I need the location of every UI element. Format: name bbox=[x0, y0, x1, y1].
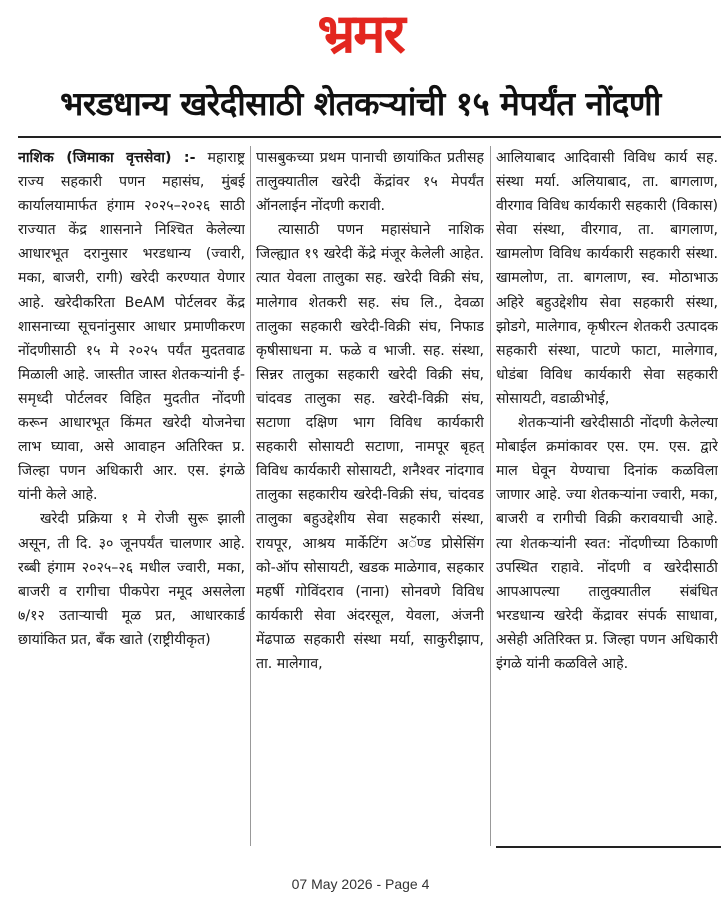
masthead bbox=[0, 0, 721, 72]
article-column-3 bbox=[496, 146, 718, 846]
column-divider bbox=[250, 146, 251, 846]
headline-divider bbox=[18, 136, 721, 138]
dateline: नाशिक (जिमाका वृत्तसेवा) :- bbox=[18, 150, 196, 166]
article-column-1 bbox=[18, 146, 245, 846]
paragraph-text: महाराष्ट्र राज्य सहकारी पणन महासंघ, मुंबई कार्यालयामार्फत हंगाम २०२५–२०२६ साठी राज्यात केंद्र शासनाने निश्चित केलेल्या आधारभूत दरानुसार भरडधान्य (ज्वारी, मका, बाजरी, रागी) खरेदी करण्यात येणार आहे. खरेदीकरिता BeAM पोर्टलवर केंद्र शासनाच्या सूचनांनुसार आधार प्रमाणीकरण नोंदणीसाठी १५ मे २०२५ पर्यंत मुदतवाढ मिळाली आहे. जास्तीत जास्त शेतकऱ्यांनी ई-समृध्दी पोर्टलवर विहित मुदतीत नोंदणी करून आधारभूत किंमत खरेदी योजनेचा लाभ घ्यावा, असे आवाहन अतिरिक्त प्र. जिल्हा पणन अधिकारी आर. एस. इंगळे यांनी केले आहे. bbox=[18, 150, 245, 504]
article-paragraph: शेतकऱ्यांनी खरेदीसाठी नोंदणी केलेल्या मोबाईल क्रमांकावर एस. एम. एस. द्वारे माल घेवून येण्याचा दिनांक कळविला जाणार आहे. ज्या शेतकऱ्यांना ज्वारी, मका, बाजरी व रागीची विक्री करावयाची आहे. त्या शेतकऱ्यांनी स्वत: नोंदणीच्या ठिकाणी उपस्थित राहावे. नोंदणी व खरेदीसाठी आपआपल्या तालुक्यातील संबंधित भरडधान्य खरेदी केंद्रावर संपर्क साधावा, असेही अतिरिक्त प्र. जिल्हा पणन अधिकारी इंगळे यांनी कळविले आहे. bbox=[496, 415, 718, 672]
article-paragraph: खरेदी प्रक्रिया १ मे रोजी सुरू झाली असून, ती दि. ३० जूनपर्यंत चालणार आहे. रब्बी हंगाम २०२५–२६ मधील ज्वारी, मका, बाजरी व रागीचा पीकपेरा नमूद असलेला ७/१२ उताऱ्याची मूळ प्रत, आधारकार्ड छायांकित प्रत, बँक खाते (राष्ट्रीयीकृत) bbox=[18, 511, 245, 648]
article-paragraph: आलियाबाद आदिवासी विविध कार्य सह. संस्था मर्या. अलियाबाद, ता. बागलाण, वीरगाव विविध कार्यकारी सहकारी (विकास) सेवा संस्था, वीरगाव, ता. बागलाण, खामलोण विविध कार्यकारी सहकारी संस्था. खामलोण, ता. बागलाण, स्व. मोठाभाऊ अहिरे बहुउद्देशीय सेवा सहकारी संस्था, झोडगे, मालेगाव, कृषीरत्न शेतकरी उत्पादक सहकारी संस्था, पाटणे फाटा, मालेगाव, धोडंबा विविध कार्यकारी सेवा सहकारी सोसायटी, वडाळीभोई, bbox=[496, 150, 718, 407]
article-headline: भरडधान्य खरेदीसाठी शेतकऱ्यांची १५ मेपर्यंत नोंदणी bbox=[60, 84, 661, 123]
article-paragraph bbox=[18, 146, 245, 507]
column-divider bbox=[490, 146, 491, 846]
article-paragraph: त्यासाठी पणन महासंघाने नाशिक जिल्ह्यात १९ खरेदी केंद्रे मंजूर केलेली आहेत. त्यात येवला तालुका सह. खरेदी विक्री संघ, मालेगाव शेतकरी सह. संघ लि., देवळा तालुका सहकारी खरेदी-विक्री संघ, निफाड कृषीसाधना म. फळे व भाजी. सह. संस्था, सिन्नर तालुका सहकारी खरेदी विक्री संघ, चांदवड तालुका सह. खरेदी-विक्री संघ, सटाणा दक्षिण भाग विविध कार्यकारी सहकारी सोसायटी सटाणा, नामपूर बृहत् विविध कार्यकारी सोसायटी, शनैश्वर नांदगाव तालुका सहकारीय खरेदी-विक्री संघ, चांदवड तालुका बहुउद्देशीय सेवा सहकारी संस्था, रायपूर, आश्रय मार्केटिंग अॅण्ड प्रोसेसिंग को-ऑप सोसायटी, खडक माळेगाव, सहकार महर्षी गोविंदराव (नाना) सोनवणे विविध कार्यकारी सेवा अंदरसूल, येवला, अंजनी मेंढपाळ सहकारी संस्था मर्या, साकुरीझाप, ता. मालेगाव, bbox=[256, 222, 484, 672]
column-end-rule bbox=[496, 846, 721, 848]
article-paragraph: पासबुकच्या प्रथम पानाची छायांकित प्रतीसह तालुक्यातील खरेदी केंद्रांवर १५ मेपर्यंत ऑनलाईन नोंदणी करावी. bbox=[256, 150, 484, 215]
page-footer: 07 May 2026 - Page 4 bbox=[291, 876, 430, 892]
newspaper-logo: भ्रमर bbox=[317, 2, 404, 65]
article-column-2 bbox=[256, 146, 484, 846]
